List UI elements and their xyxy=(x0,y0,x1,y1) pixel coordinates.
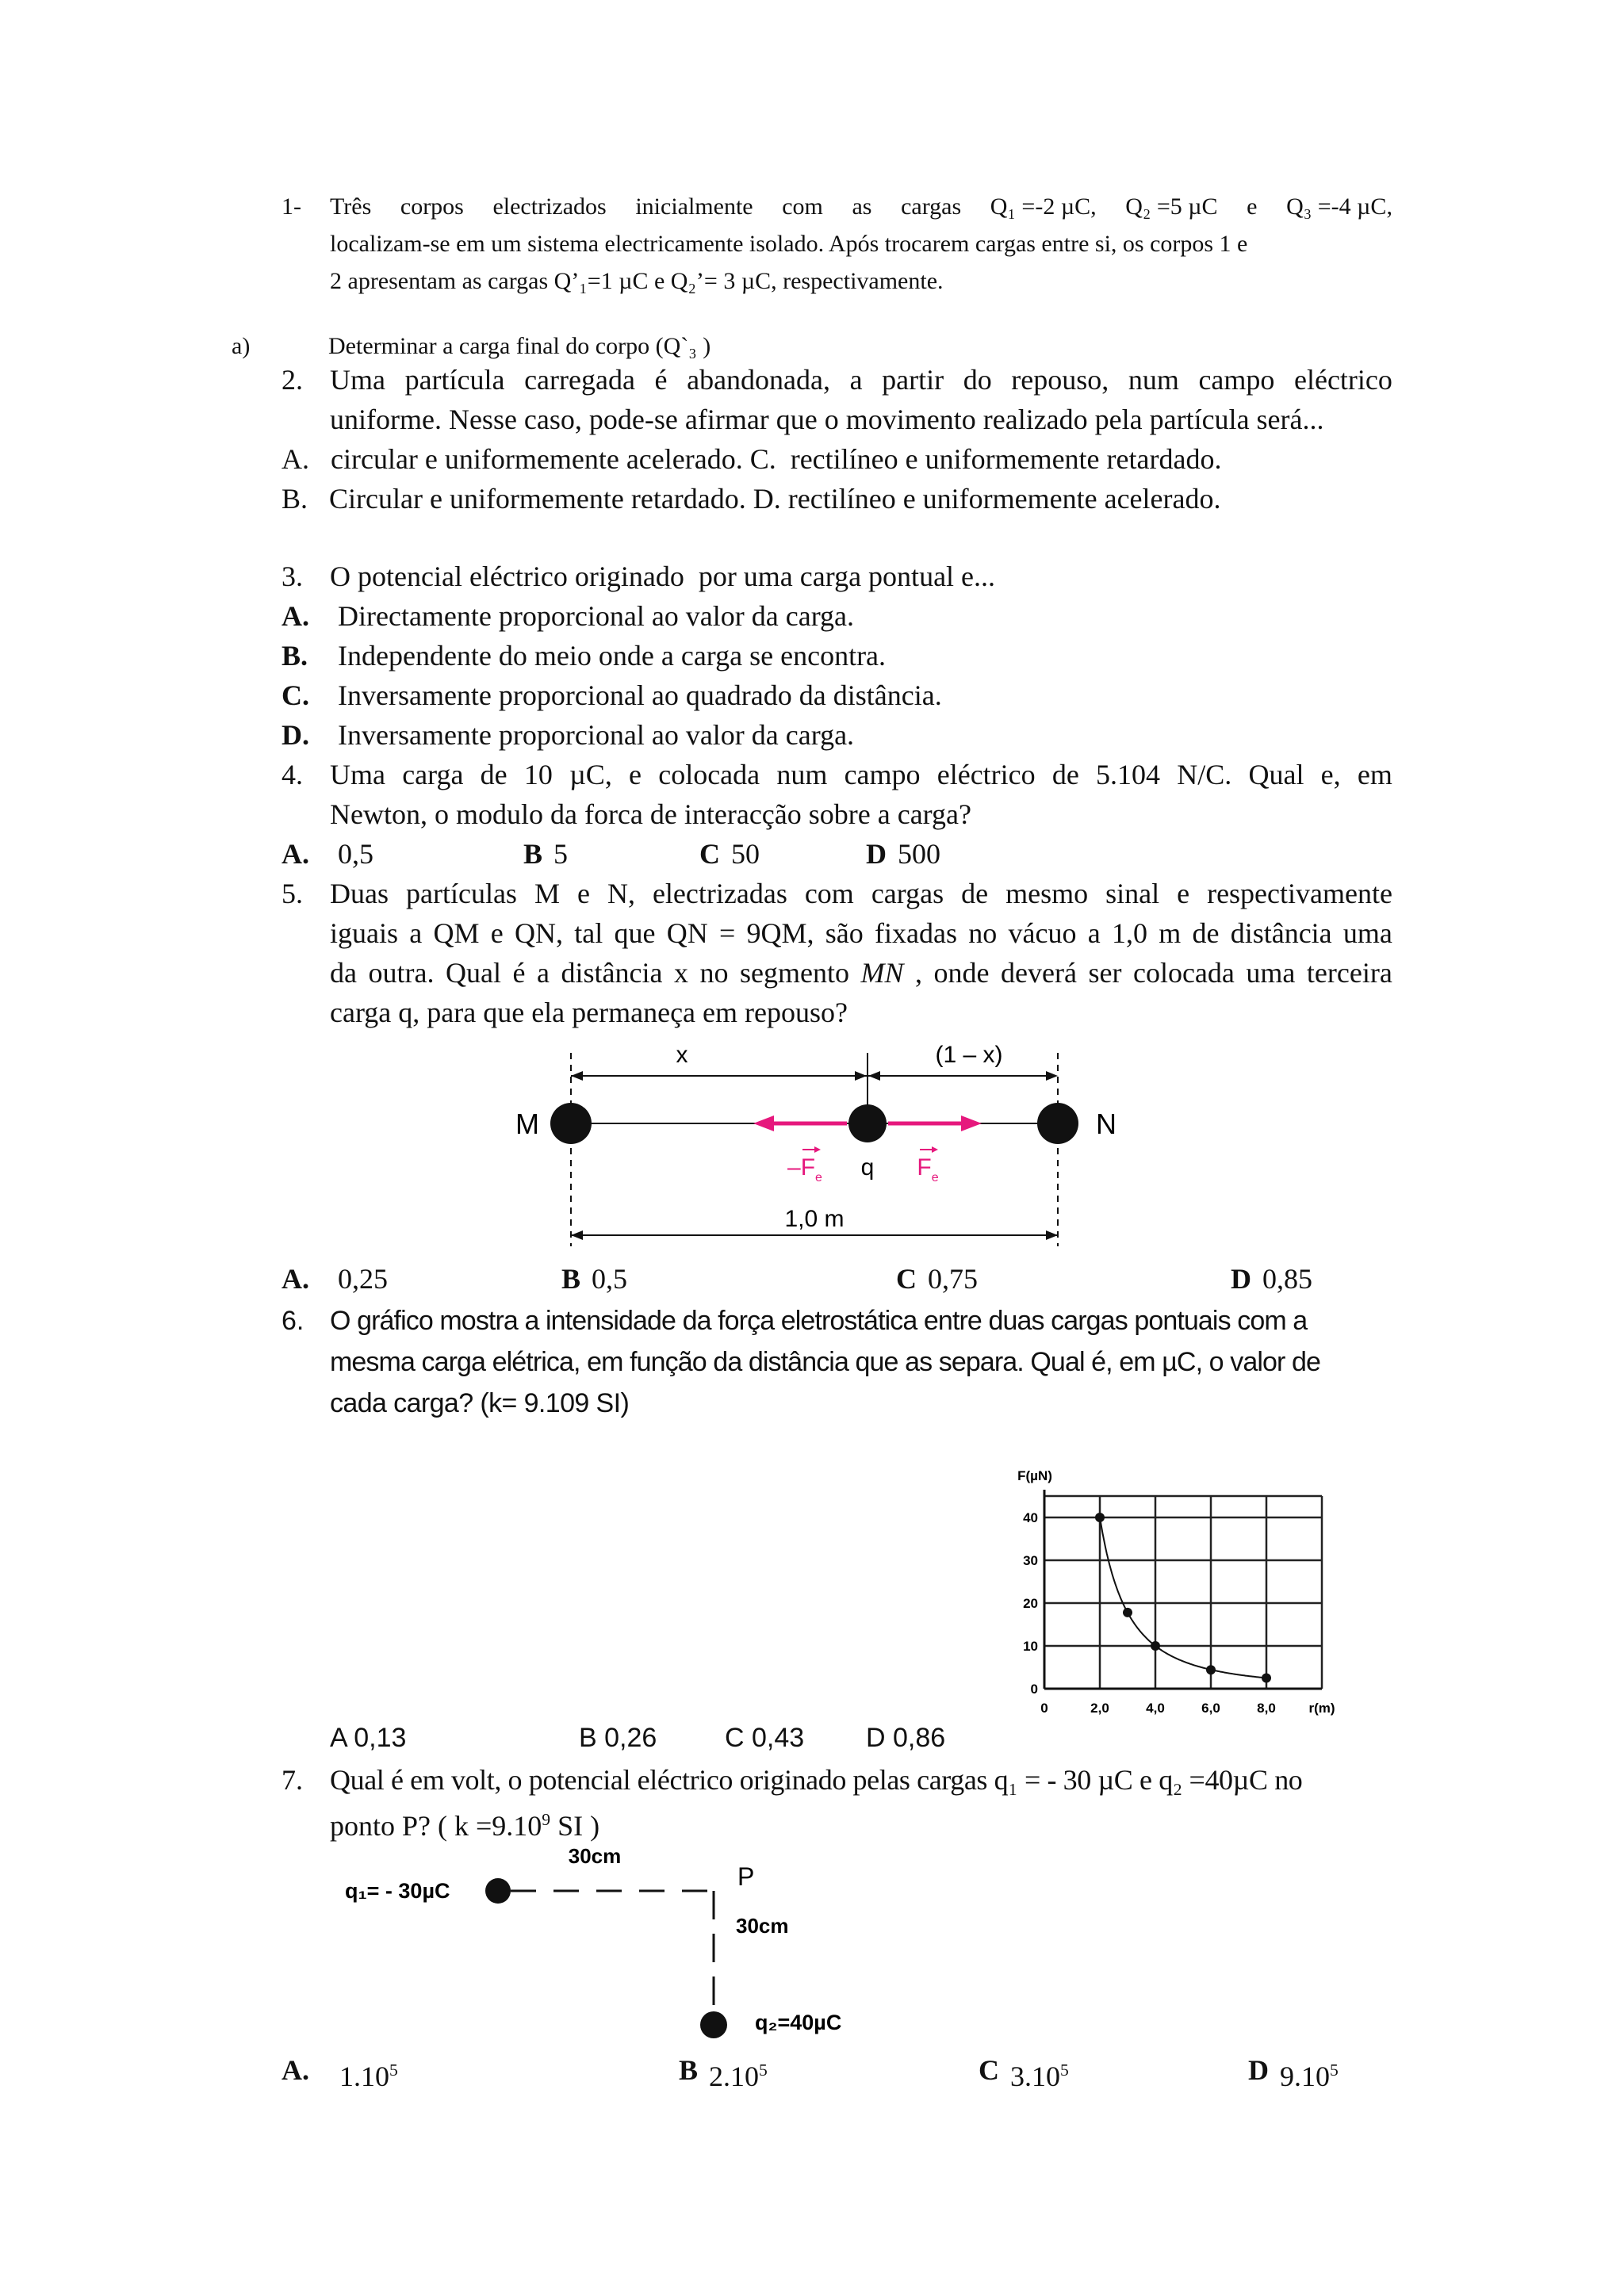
q4-line1-word: e xyxy=(629,759,642,790)
force-arrowhead-left xyxy=(753,1115,774,1131)
q4-line1-word: e, xyxy=(1320,759,1341,790)
data-point xyxy=(1151,1641,1160,1651)
q6-number: 6. xyxy=(282,1306,304,1336)
q1-line1-word: as xyxy=(852,193,872,220)
q5-line2-word: QN, xyxy=(514,917,563,949)
q5-option-d-value: 0,85 xyxy=(1262,1263,1312,1295)
q4-line1-word: em xyxy=(1357,759,1392,790)
q3-text: O potencial eléctrico originado por uma carga pontual e... xyxy=(330,561,996,592)
q1-line1-word: inicialmente xyxy=(635,193,753,220)
q1-line3: 2 apresentam as cargas Q’₁=1 µC e Q₂’= 3 µC, respectivamente. xyxy=(330,268,944,294)
data-point xyxy=(1262,1674,1271,1683)
q5-line2-word: a xyxy=(409,917,423,949)
y-tick-label: 10 xyxy=(1023,1639,1038,1654)
q5-line1-word: N, xyxy=(607,878,635,909)
q6-option-b: B 0,26 xyxy=(579,1723,657,1753)
label-force: $F_e$ xyxy=(917,1154,939,1184)
q5-line1 xyxy=(330,874,1392,913)
q4-line1-word: campo xyxy=(844,759,921,790)
x-tick-label: 4,0 xyxy=(1146,1701,1165,1716)
q1-line1-word: corpos xyxy=(400,193,464,220)
q5-line1-word: respectivamente xyxy=(1207,878,1392,909)
label-top-distance: 30cm xyxy=(568,1844,622,1868)
q4-line1-word: de xyxy=(1051,759,1079,790)
q4-option-c-value: 50 xyxy=(731,838,760,870)
q5-line3-word: terceira xyxy=(1306,957,1392,989)
q2-line1-word: num xyxy=(1128,364,1179,396)
q5-option-b-label: B xyxy=(561,1263,581,1295)
q5-option-b-value: 0,5 xyxy=(592,1263,627,1295)
label-one-minus-x: (1 – x) xyxy=(935,1042,1003,1068)
data-point xyxy=(1206,1665,1216,1674)
q5-line3 xyxy=(330,953,1392,993)
q4-option-d-label: D xyxy=(866,838,887,870)
charge-q1 xyxy=(485,1878,511,1904)
charge-m xyxy=(550,1103,592,1144)
x-tick-label: 6,0 xyxy=(1201,1701,1220,1716)
q2-line1-word: do xyxy=(963,364,992,396)
q1-line1-word: Três xyxy=(330,193,372,220)
x-axis-label: r(m) xyxy=(1308,1701,1335,1716)
q5-line3-word: x xyxy=(673,957,688,989)
q5-line2-word: = xyxy=(718,917,736,949)
label-q2: q₂=40µC xyxy=(755,2011,842,2034)
q4-option-a-value: 0,5 xyxy=(338,838,373,870)
q5-line2-word: tal xyxy=(574,917,603,949)
q4-line1-word: 10 xyxy=(523,759,553,790)
q5-line3-word: a xyxy=(536,957,550,989)
q5-line3-word: outra. xyxy=(368,957,435,989)
q5-line1-word: e xyxy=(576,878,590,909)
q7-option-d-label: D xyxy=(1248,2054,1269,2086)
q7-line2: ponto P? ( $k =9.10^9$ SI ) xyxy=(330,1810,600,1842)
q5-line2-word: e xyxy=(490,917,504,949)
charge-n xyxy=(1037,1103,1078,1144)
data-point xyxy=(1123,1608,1132,1617)
q5-line2-word: a xyxy=(1087,917,1101,949)
q1-line1-word: cargas xyxy=(901,193,962,220)
charges-line-figure xyxy=(492,1039,1116,1261)
q5-line2-word: iguais xyxy=(330,917,398,949)
q3-option-c-text: Inversamente proporcional ao quadrado da distância. xyxy=(338,679,942,711)
q4-option-b-value: 5 xyxy=(553,838,568,870)
q1-line1 xyxy=(330,189,1392,225)
label-distance: 1,0 m xyxy=(784,1206,845,1232)
y-tick-label: 30 xyxy=(1023,1553,1038,1568)
force-distance-chart xyxy=(963,1451,1360,1720)
q4-line2: Newton, o modulo da forca de interacção sobre a carga? xyxy=(330,798,971,830)
q2-line1-word: repouso, xyxy=(1011,364,1109,396)
q5-line2 xyxy=(330,913,1392,953)
label-q1: q₁= - 30µC xyxy=(345,1879,450,1903)
q5-line1-word: Duas xyxy=(330,878,389,909)
q5-line4: carga q, para que ela permaneça em repouso? xyxy=(330,997,848,1028)
q1-number: 1- xyxy=(282,193,301,220)
q5-line3-word: da xyxy=(330,957,357,989)
x-tick-label: 0 xyxy=(1040,1701,1048,1716)
q3-option-c-label: C. xyxy=(282,679,309,711)
q5-line3-word: no xyxy=(699,957,729,989)
q5-line1-word: M xyxy=(534,878,560,909)
y-tick-label: 40 xyxy=(1023,1510,1038,1525)
q7-number: 7. xyxy=(282,1764,303,1796)
q5-line2-word: no xyxy=(968,917,998,949)
q2-line1-word: Uma xyxy=(330,364,385,396)
q2-line1-word: carregada xyxy=(524,364,635,396)
q5-number: 5. xyxy=(282,878,303,909)
y-tick-label: 0 xyxy=(1030,1682,1038,1697)
label-side-distance: 30cm xyxy=(736,1914,789,1938)
q5-line2-word: m xyxy=(1159,917,1182,949)
q6-line1: O gráfico mostra a intensidade da força eletrostática entre duas cargas pontuais com a xyxy=(330,1306,1308,1336)
potential-figure xyxy=(333,1839,888,2045)
q5-option-c-label: C xyxy=(896,1263,917,1295)
q7-option-a-label: A. xyxy=(282,2054,309,2086)
q2-line1-word: abandonada, xyxy=(687,364,831,396)
q5-option-a-value: 0,25 xyxy=(338,1263,388,1295)
q7-option-b-value: 2.10$^5$ xyxy=(709,2061,768,2092)
q5-line2-word: uma xyxy=(1342,917,1392,949)
q5-line3-word: colocada xyxy=(1132,957,1235,989)
q2-option-b-d: B. Circular e uniformemente retardado. D. rectilíneo e uniformemente acelerado. xyxy=(282,483,1221,515)
q2-line1-word: partícula xyxy=(404,364,505,396)
q5-line1-word: com xyxy=(804,878,854,909)
q5-line3-word: segmento xyxy=(739,957,849,989)
data-point xyxy=(1095,1513,1105,1522)
charge-q xyxy=(848,1104,887,1142)
q1-line1-word: com xyxy=(782,193,823,220)
label-p: P xyxy=(737,1862,755,1891)
q5-line1-word: sinal xyxy=(1105,878,1160,909)
series-curve xyxy=(1100,1517,1266,1678)
q4-option-b-label: B xyxy=(523,838,543,870)
q7-option-c-label: C xyxy=(979,2054,999,2086)
q5-line2-word: que xyxy=(614,917,656,949)
q5-line2-word: vácuo xyxy=(1008,917,1077,949)
q5-line3-word: é xyxy=(512,957,526,989)
q4-line1-word: de xyxy=(480,759,508,790)
q3-option-b-label: B. xyxy=(282,640,308,672)
q1-sub-a-label: a) xyxy=(232,333,251,359)
q5-option-d-label: D xyxy=(1231,1263,1251,1295)
q5-line2-word: de xyxy=(1192,917,1220,949)
q3-option-a-text: Directamente proporcional ao valor da carga. xyxy=(338,600,855,632)
q2-line1-word: eléctrico xyxy=(1293,364,1392,396)
charge-q2 xyxy=(700,2011,727,2038)
q4-option-c-label: C xyxy=(699,838,720,870)
q2-number: 2. xyxy=(282,364,303,396)
q1-sub-a-text: Determinar a carga final do corpo (Q`₃ ) xyxy=(328,333,711,359)
q7-line1: Qual é em volt, o potencial eléctrico originado pelas cargas q₁ = - 30 µC e q₂ =40µC no xyxy=(330,1764,1303,1796)
q2-line1-word: campo xyxy=(1198,364,1275,396)
q4-line1-word: carga xyxy=(402,759,464,790)
q5-line3-word: onde xyxy=(933,957,990,989)
y-axis-label: F(µN) xyxy=(1017,1468,1052,1483)
q6-option-a: A 0,13 xyxy=(330,1723,407,1753)
label-neg-force: $-F_e$ xyxy=(787,1154,822,1184)
q2-line1-word: partir xyxy=(882,364,944,396)
q4-line1-word: 5.104 xyxy=(1096,759,1161,790)
q5-line3-word: distância xyxy=(561,957,663,989)
q5-line1-word: electrizadas xyxy=(652,878,787,909)
q2-line1-word: a xyxy=(849,364,863,396)
label-m: M xyxy=(515,1108,539,1140)
q5-option-c-value: 0,75 xyxy=(928,1263,978,1295)
q5-line3-word: , xyxy=(915,957,922,989)
q5-line3-word: deverá xyxy=(1001,957,1077,989)
q1-line2: localizam-se em um sistema electricamente isolado. Após trocarem cargas entre si, os corpos 1 e xyxy=(330,231,1248,257)
q4-line1-word: colocada xyxy=(658,759,760,790)
label-q: q xyxy=(860,1154,875,1181)
q6-option-c: C 0,43 xyxy=(725,1723,805,1753)
x-tick-label: 8,0 xyxy=(1257,1701,1276,1716)
q7-option-d-value: 9.10$^5$ xyxy=(1280,2061,1339,2092)
q5-line1-word: mesmo xyxy=(1005,878,1089,909)
q5-line3-word: MN xyxy=(860,957,904,989)
x-tick-label: 2,0 xyxy=(1090,1701,1109,1716)
q5-line3-word: ser xyxy=(1088,957,1122,989)
q3-option-d-label: D. xyxy=(282,719,309,751)
y-tick-label: 20 xyxy=(1023,1596,1038,1611)
q4-line1-word: N/C. xyxy=(1177,759,1232,790)
q1-line1-word: electrizados xyxy=(492,193,607,220)
q6-option-d: D 0,86 xyxy=(866,1723,946,1753)
q5-line1-word: e xyxy=(1177,878,1190,909)
q5-line2-word: distância xyxy=(1230,917,1332,949)
q5-line1-word: de xyxy=(961,878,989,909)
q1-line1-word: e xyxy=(1247,193,1258,220)
q6-line3: cada carga? (k= 9.109 SI) xyxy=(330,1388,630,1418)
q7-option-b-label: B xyxy=(679,2054,699,2086)
q5-line2-word: QN xyxy=(666,917,708,949)
q3-option-d-text: Inversamente proporcional ao valor da carga. xyxy=(338,719,855,751)
q5-line2-word: são xyxy=(825,917,864,949)
q7-option-a-value: 1.10$^5$ xyxy=(339,2061,398,2092)
q4-line1 xyxy=(330,755,1392,794)
q5-line3-word: uma xyxy=(1246,957,1296,989)
q3-option-a-label: A. xyxy=(282,600,309,632)
q2-line1 xyxy=(330,360,1392,400)
q4-line1-word: num xyxy=(776,759,828,790)
q2-line2: uniforme. Nesse caso, pode-se afirmar que o movimento realizado pela partícula será... xyxy=(330,404,1324,435)
q1-line1-word: Q₃ =-4 µC, xyxy=(1286,193,1392,220)
q5-line2-word: fixadas xyxy=(875,917,957,949)
q4-option-d-value: 500 xyxy=(898,838,940,870)
label-x: x xyxy=(676,1042,688,1068)
q4-option-a-label: A. xyxy=(282,838,309,870)
q7-option-c-value: 3.10$^5$ xyxy=(1010,2061,1069,2092)
q1-line1-word: Q₂ =5 µC xyxy=(1125,193,1218,220)
q4-line1-word: Uma xyxy=(330,759,385,790)
q5-line2-word: QM xyxy=(433,917,480,949)
q3-number: 3. xyxy=(282,561,303,592)
q5-line3-word: Qual xyxy=(445,957,501,989)
q4-line1-word: Qual xyxy=(1248,759,1304,790)
q5-line1-word: cargas xyxy=(871,878,944,909)
q2-line1-word: é xyxy=(654,364,668,396)
q4-line1-word: eléctrico xyxy=(936,759,1036,790)
q5-line2-word: 9QM, xyxy=(746,917,814,949)
force-arrowhead-right xyxy=(961,1115,982,1131)
q5-line1-word: partículas xyxy=(406,878,517,909)
q3-option-b-text: Independente do meio onde a carga se encontra. xyxy=(338,640,887,672)
q1-line1-word: Q₁ =-2 µC, xyxy=(990,193,1097,220)
q5-option-a-label: A. xyxy=(282,1263,309,1295)
q5-line2-word: 1,0 xyxy=(1111,917,1147,949)
q4-number: 4. xyxy=(282,759,303,790)
q2-option-a-c: A. circular e uniformemente acelerado. C. rectilíneo e uniformemente retardado. xyxy=(282,443,1222,475)
q6-line2: mesma carga elétrica, em função da distância que as separa. Qual é, em µC, o valor de xyxy=(330,1347,1320,1377)
q4-line1-word: µC, xyxy=(569,759,612,790)
label-n: N xyxy=(1096,1108,1116,1140)
